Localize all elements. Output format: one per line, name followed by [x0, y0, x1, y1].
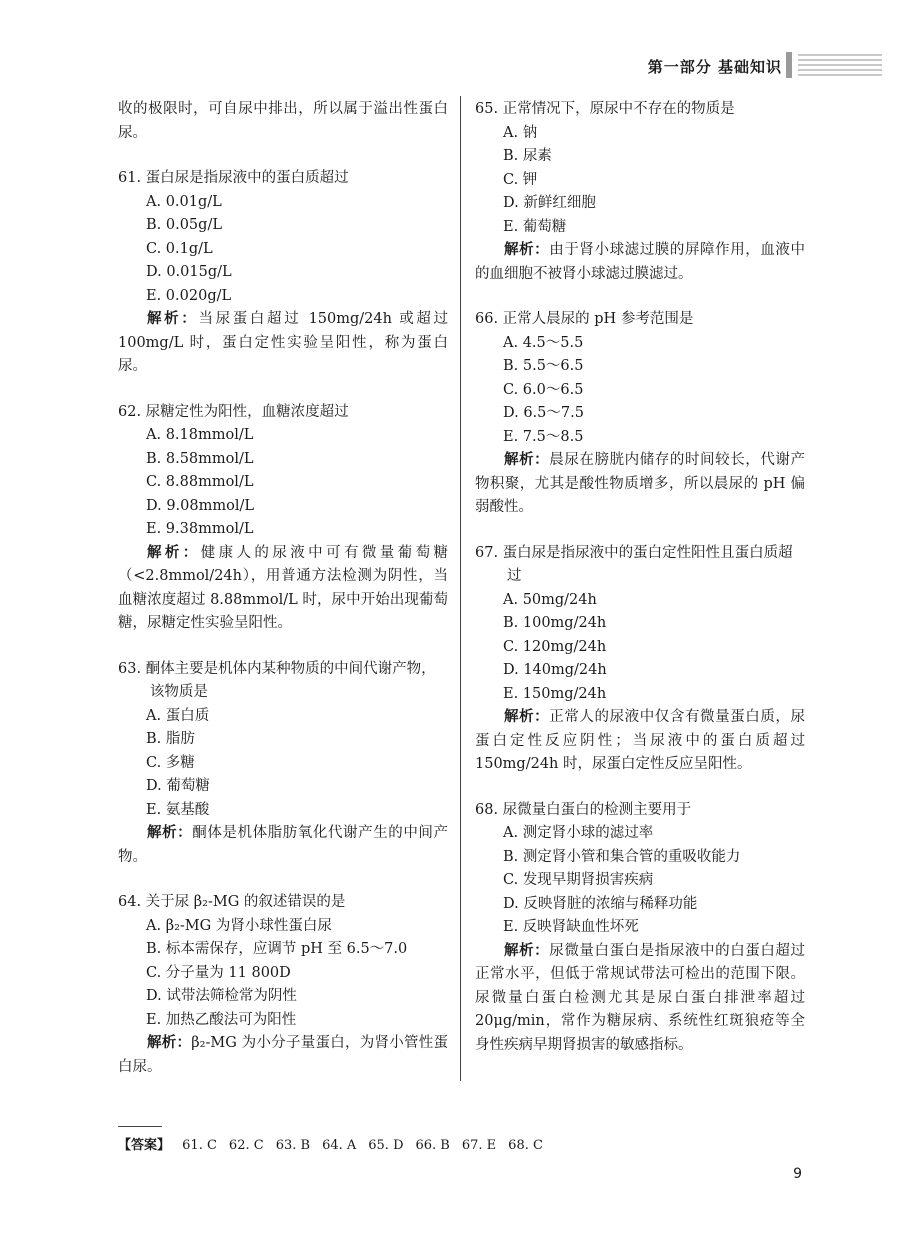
explanation — [475, 940, 805, 1058]
explanation-text: 酮体是机体脂肪氧化代谢产生的中间产物。 — [118, 825, 449, 865]
explanation-text: 当尿蛋白超过 150mg/24h 或超过 100mg/L 时，蛋白定性实验呈阳性，称为蛋白尿。 — [118, 311, 448, 374]
explanation-label: 解析： — [504, 242, 550, 258]
question-option: C. 多糖 — [146, 754, 195, 771]
question-stem: 63. 酮体主要是机体内某种物质的中间代谢产物，该物质是 — [118, 660, 436, 700]
question-option: C. 发现早期肾损害疾病 — [503, 872, 654, 888]
question-option: C. 钾 — [503, 171, 538, 188]
question-option: B. 8.58mmol/L — [146, 450, 254, 467]
question-stem: 66. 正常人晨尿的 pH 参考范围是 — [475, 311, 694, 327]
question-option: D. 试带法筛检常为阴性 — [146, 988, 297, 1004]
question-option: C. 120mg/24h — [503, 638, 607, 655]
header-stripes-decoration — [798, 54, 882, 78]
question-option: A. 50mg/24h — [503, 591, 597, 608]
question-option: E. 加热乙酸法可为阳性 — [146, 1011, 297, 1028]
answers-rule — [118, 1126, 162, 1127]
answer-item: 68. C — [508, 1138, 543, 1153]
question-option: E. 9.38mmol/L — [146, 521, 254, 537]
question-option: E. 葡萄糖 — [503, 218, 567, 235]
explanation — [118, 1032, 448, 1079]
answer-item: 66. B — [415, 1138, 450, 1153]
question-block — [118, 891, 448, 1079]
explanation-label: 解析： — [504, 942, 550, 959]
question-option: D. 新鲜红细胞 — [503, 195, 596, 211]
question-option: D. 葡萄糖 — [146, 778, 210, 794]
page-number: 9 — [793, 1166, 802, 1182]
explanation — [118, 822, 448, 869]
answer-item: 63. B — [275, 1138, 311, 1153]
question-option: B. 尿素 — [503, 148, 552, 164]
explanation-label: 解析： — [147, 1035, 192, 1051]
answer-item: 62. C — [228, 1138, 264, 1153]
explanation-text: 健康人的尿液中可有微量葡萄糖（<2.8mmol/24h），用普通方法检测为阴性，当血糖浓度超过 8.88mmol/L 时，尿中开始出现葡萄糖，尿糖定性实验呈阳性。 — [118, 544, 448, 631]
question-block — [475, 308, 805, 520]
question-option: A. β₂-MG 为肾小球性蛋白尿 — [146, 917, 332, 934]
question-stem: 67. 蛋白尿是指尿液中的蛋白定性阳性且蛋白质超过 — [475, 544, 793, 584]
explanation-text: 正常人的尿液中仅含有微量蛋白质，尿蛋白定性反应阴性；当尿液中的蛋白质超过 150mg/24h 时，尿蛋白定性反应呈阳性。 — [475, 709, 806, 772]
question-stem: 61. 蛋白尿是指尿液中的蛋白质超过 — [118, 170, 349, 186]
explanation-label: 解析： — [147, 544, 201, 561]
explanation-label: 解析： — [504, 709, 550, 725]
question-block — [118, 167, 448, 379]
question-stem: 62. 尿糖定性为阳性，血糖浓度超过 — [118, 403, 349, 420]
question-option: A. 4.5～5.5 — [503, 334, 584, 351]
question-stem: 64. 关于尿 β₂-MG 的叙述错误的是 — [118, 894, 346, 910]
explanation — [475, 706, 805, 777]
answer-key-label: 【答案】 — [118, 1138, 171, 1153]
question-option: E. 7.5～8.5 — [503, 428, 584, 445]
question-block — [118, 401, 448, 636]
question-option: A. 测定肾小球的滤过率 — [503, 825, 654, 841]
explanation-label: 解析： — [504, 452, 550, 468]
question-option: E. 150mg/24h — [503, 685, 607, 702]
explanation-text: β₂-MG 为小分子量蛋白，为肾小管性蛋白尿。 — [118, 1035, 449, 1075]
question-block — [118, 658, 448, 870]
question-option: C. 6.0～6.5 — [503, 381, 584, 398]
explanation — [475, 449, 805, 520]
explanation — [118, 308, 448, 379]
continued-explanation: 收的极限时，可自尿中排出，所以属于溢出性蛋白尿。 — [118, 101, 448, 141]
explanation — [118, 542, 448, 636]
question-option: D. 0.015g/L — [146, 264, 232, 280]
header-bar-decoration — [786, 52, 792, 78]
explanation-text: 由于肾小球滤过膜的屏障作用，血液中的血细胞不被肾小球滤过膜滤过。 — [475, 242, 806, 282]
question-option: D. 9.08mmol/L — [146, 497, 254, 514]
question-option: D. 6.5～7.5 — [503, 405, 584, 421]
question-option: A. 8.18mmol/L — [146, 427, 254, 443]
explanation-label: 解析： — [147, 311, 199, 327]
page-header — [0, 52, 900, 82]
question-option: E. 反映肾缺血性坏死 — [503, 919, 639, 935]
header-title: 第一部分 基础知识 — [647, 58, 782, 76]
answer-item: 67. E — [461, 1138, 497, 1153]
question-option: B. 100mg/24h — [503, 615, 607, 631]
left-column — [118, 98, 448, 1079]
question-option: B. 测定肾小管和集合管的重吸收能力 — [503, 848, 741, 865]
question-block — [475, 542, 805, 777]
question-option: B. 脂肪 — [146, 731, 195, 747]
question-option: C. 8.88mmol/L — [146, 474, 254, 490]
answer-item: 64. A — [322, 1138, 357, 1153]
question-option: E. 0.020g/L — [146, 287, 232, 304]
question-stem: 65. 正常情况下，原尿中不存在的物质是 — [475, 101, 735, 117]
explanation — [475, 239, 805, 286]
column-divider — [460, 96, 461, 1081]
question-block — [475, 799, 805, 1058]
question-option: A. 0.01g/L — [146, 193, 222, 210]
question-option: E. 氨基酸 — [146, 801, 210, 818]
question-option: C. 分子量为 11 800D — [146, 964, 291, 981]
question-option: C. 0.1g/L — [146, 240, 213, 257]
question-option: D. 140mg/24h — [503, 662, 607, 678]
question-stem: 68. 尿微量白蛋白的检测主要用于 — [475, 801, 692, 818]
question-option: B. 标本需保存，应调节 pH 至 6.5～7.0 — [146, 941, 408, 957]
explanation-text: 晨尿在膀胱内储存的时间较长，代谢产物积聚，尤其是酸性物质增多，所以晨尿的 pH 偏弱酸性。 — [475, 452, 806, 515]
question-option: A. 蛋白质 — [146, 707, 210, 724]
answer-item: 61. C — [182, 1138, 217, 1153]
right-column — [475, 98, 805, 1057]
question-block — [475, 98, 805, 286]
question-option: D. 反映肾脏的浓缩与稀释功能 — [503, 895, 698, 912]
answer-key — [118, 1134, 555, 1153]
question-option: B. 0.05g/L — [146, 217, 222, 233]
question-option: A. 钠 — [503, 124, 538, 141]
question-option: B. 5.5～6.5 — [503, 358, 584, 374]
explanation-label: 解析： — [147, 825, 193, 841]
explanation-text: 尿微量白蛋白是指尿液中的白蛋白超过正常水平，但低于常规试带法可检出的范围下限。尿微量白蛋白检测尤其是尿白蛋白排泄率超过 20μg/min，常作为糖尿病、系统性红斑狼疮等全身性疾病早期肾损害的敏感指标。 — [475, 942, 806, 1053]
answer-item: 65. D — [368, 1138, 404, 1153]
